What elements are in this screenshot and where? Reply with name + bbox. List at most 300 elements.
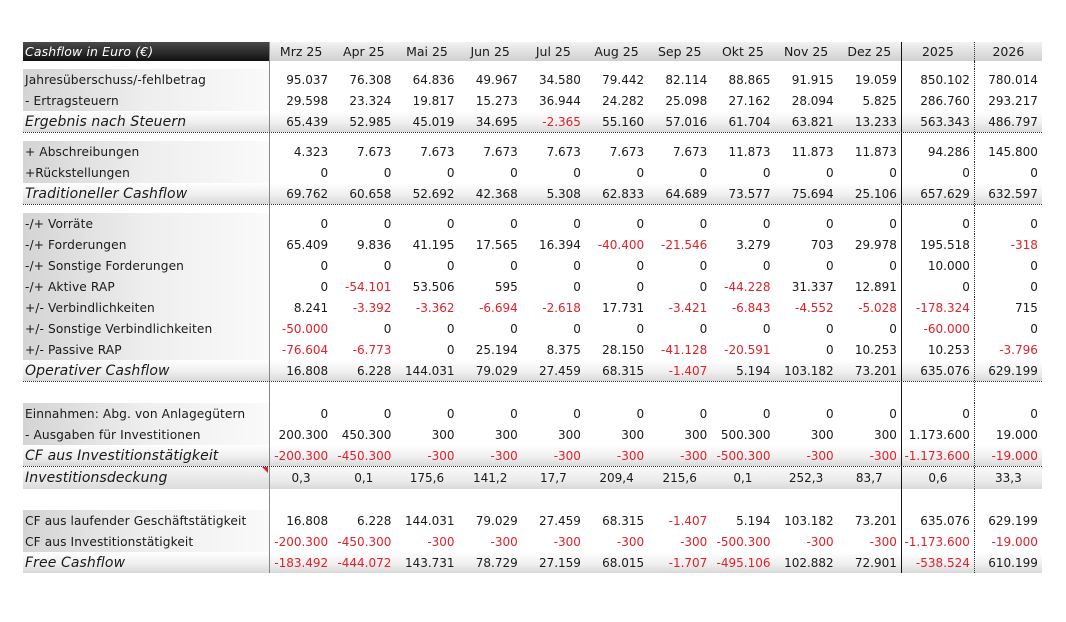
table-cell[interactable]: -19.000	[974, 445, 1042, 466]
table-cell[interactable]: 635.076	[901, 360, 974, 381]
table-cell[interactable]: 52.692	[412, 186, 455, 201]
table-cell[interactable]: 0,6	[901, 467, 974, 489]
table-cell[interactable]: 300	[621, 427, 645, 442]
table-cell[interactable]: 8.241	[269, 297, 332, 318]
table-cell[interactable]: -6.773	[352, 342, 392, 357]
table-cell[interactable]: -178.324	[901, 297, 974, 318]
column-header[interactable]: Jun 25	[470, 44, 510, 59]
table-cell[interactable]	[459, 61, 522, 69]
table-cell[interactable]: 0	[269, 276, 332, 297]
table-cell[interactable]: 11.873	[791, 144, 834, 159]
table-cell[interactable]	[648, 205, 711, 213]
table-cell[interactable]: -3.392	[352, 300, 392, 315]
table-cell[interactable]: 0,1	[733, 471, 753, 485]
table-cell[interactable]: 41.195	[412, 237, 455, 252]
column-header[interactable]: Mrz 25	[269, 42, 332, 61]
table-cell[interactable]: -200.300	[269, 531, 332, 552]
row-label[interactable]: CF aus Investitionstätigkeit	[23, 445, 269, 466]
table-cell[interactable]: 0	[762, 406, 771, 421]
table-title[interactable]: Cashflow in Euro (€)	[23, 42, 269, 61]
table-cell[interactable]: 103.182	[784, 363, 834, 378]
table-cell[interactable]: 595	[494, 279, 518, 294]
table-cell[interactable]	[775, 133, 838, 141]
table-cell[interactable]: 0	[974, 255, 1042, 276]
table-cell[interactable]	[585, 133, 648, 141]
table-cell[interactable]	[585, 61, 648, 69]
table-cell[interactable]: 293.217	[974, 90, 1042, 111]
table-cell[interactable]: 64.836	[412, 72, 455, 87]
table-cell[interactable]: 300	[810, 427, 834, 442]
table-cell[interactable]: 610.199	[974, 552, 1042, 573]
table-cell[interactable]: 83,7	[855, 471, 883, 485]
table-cell[interactable]: 0	[762, 321, 771, 336]
row-label[interactable]: +Rückstellungen	[23, 162, 269, 183]
table-cell[interactable]	[838, 489, 901, 510]
table-cell[interactable]: -300	[869, 448, 897, 463]
table-cell[interactable]: -1.173.600	[901, 531, 974, 552]
table-cell[interactable]	[974, 205, 1042, 213]
table-cell[interactable]	[711, 382, 774, 403]
table-cell[interactable]	[459, 382, 522, 403]
table-cell[interactable]: 10.253	[901, 339, 974, 360]
table-cell[interactable]: 6.228	[357, 363, 392, 378]
table-cell[interactable]: 36.944	[538, 93, 581, 108]
table-cell[interactable]: 102.882	[784, 555, 834, 570]
table-cell[interactable]: 703	[810, 237, 834, 252]
table-cell[interactable]: 0	[269, 403, 332, 424]
table-cell[interactable]	[585, 489, 648, 510]
table-cell[interactable]: 300	[558, 427, 581, 442]
column-header[interactable]: Jul 25	[535, 44, 571, 59]
table-cell[interactable]: 141,2	[472, 471, 508, 485]
table-cell[interactable]: -5.028	[858, 300, 897, 315]
table-cell[interactable]: 0	[573, 216, 581, 231]
table-cell[interactable]: 0	[889, 321, 897, 336]
table-cell[interactable]: 635.076	[901, 510, 974, 531]
table-cell[interactable]	[648, 61, 711, 69]
table-cell[interactable]: 94.286	[901, 141, 974, 162]
table-cell[interactable]: 29.978	[854, 237, 897, 252]
table-cell[interactable]: 0	[901, 276, 974, 297]
table-cell[interactable]	[395, 133, 458, 141]
table-cell[interactable]: 11.873	[854, 144, 897, 159]
column-header[interactable]: Mai 25	[406, 44, 448, 59]
row-label[interactable]: -/+ Forderungen	[23, 234, 269, 255]
table-cell[interactable]: 73.201	[854, 363, 897, 378]
table-cell[interactable]: 16.394	[538, 237, 581, 252]
table-cell[interactable]: -538.524	[901, 552, 974, 573]
table-cell[interactable]: 0	[974, 403, 1042, 424]
table-cell[interactable]: -450.300	[337, 534, 392, 549]
table-cell[interactable]: 10.000	[901, 255, 974, 276]
table-cell[interactable]: -1.407	[668, 363, 708, 378]
table-cell[interactable]	[459, 133, 522, 141]
table-cell[interactable]: -4.552	[795, 300, 834, 315]
table-cell[interactable]: 0	[889, 216, 897, 231]
table-cell[interactable]: 0	[383, 321, 392, 336]
table-cell[interactable]	[901, 133, 974, 141]
row-label[interactable]: CF aus Investitionstätigkeit	[23, 531, 269, 552]
table-cell[interactable]	[459, 489, 522, 510]
table-cell[interactable]: 0	[974, 318, 1042, 339]
table-cell[interactable]: -1.407	[668, 513, 708, 528]
table-cell[interactable]	[838, 133, 901, 141]
table-cell[interactable]: -3.796	[974, 339, 1042, 360]
table-cell[interactable]: -2.618	[542, 300, 581, 315]
row-label[interactable]	[23, 61, 269, 69]
table-cell[interactable]: 300	[873, 427, 897, 442]
row-label[interactable]: +/- Sonstige Verbindlichkeiten	[23, 318, 269, 339]
column-header[interactable]: Apr 25	[343, 44, 385, 59]
table-cell[interactable]	[585, 382, 648, 403]
table-cell[interactable]: 0	[826, 165, 834, 180]
table-cell[interactable]	[332, 382, 395, 403]
table-cell[interactable]	[974, 61, 1042, 69]
table-cell[interactable]: 657.629	[901, 183, 974, 204]
table-cell[interactable]: 5.308	[546, 186, 581, 201]
table-cell[interactable]: -6.694	[479, 300, 518, 315]
table-cell[interactable]: 52.985	[349, 114, 392, 129]
table-cell[interactable]: 200.300	[269, 424, 332, 445]
table-cell[interactable]	[522, 61, 585, 69]
table-cell[interactable]: 65.409	[269, 234, 332, 255]
table-cell[interactable]: 0	[573, 258, 581, 273]
table-cell[interactable]: 4.323	[269, 141, 332, 162]
table-cell[interactable]	[395, 489, 458, 510]
row-label[interactable]: - Ausgaben für Investitionen	[23, 424, 269, 445]
table-cell[interactable]: 0	[889, 258, 897, 273]
table-cell[interactable]: 7.673	[672, 144, 708, 159]
table-cell[interactable]: 45.019	[412, 114, 455, 129]
table-cell[interactable]	[522, 133, 585, 141]
table-cell[interactable]: 563.343	[901, 111, 974, 132]
table-cell[interactable]: 0	[699, 279, 708, 294]
table-cell[interactable]: 0	[699, 165, 708, 180]
table-cell[interactable]	[269, 61, 332, 69]
column-header[interactable]: Dez 25	[847, 44, 892, 59]
table-cell[interactable]: 91.915	[791, 72, 834, 87]
row-label[interactable]	[23, 133, 269, 141]
table-cell[interactable]: 145.800	[974, 141, 1042, 162]
table-cell[interactable]	[901, 382, 974, 403]
table-cell[interactable]: 7.673	[609, 144, 645, 159]
table-cell[interactable]: 144.031	[404, 363, 455, 378]
table-cell[interactable]: 0	[383, 165, 392, 180]
table-cell[interactable]: -3.421	[668, 300, 708, 315]
table-cell[interactable]: -44.228	[724, 279, 771, 294]
table-cell[interactable]: 27.159	[538, 555, 581, 570]
table-cell[interactable]: 31.337	[791, 279, 834, 294]
table-cell[interactable]: 7.673	[546, 144, 581, 159]
table-cell[interactable]: -444.072	[337, 555, 392, 570]
table-cell[interactable]: 5.194	[736, 513, 771, 528]
table-cell[interactable]: 629.199	[974, 510, 1042, 531]
row-label[interactable]	[23, 489, 269, 510]
table-cell[interactable]: 65.439	[269, 111, 332, 132]
table-cell[interactable]: 79.029	[475, 363, 518, 378]
table-cell[interactable]: -20.591	[724, 342, 771, 357]
table-cell[interactable]: 27.459	[538, 363, 581, 378]
table-cell[interactable]: 73.201	[854, 513, 897, 528]
row-label[interactable]: CF aus laufender Geschäftstätigkeit	[23, 510, 269, 531]
table-cell[interactable]: 0	[269, 255, 332, 276]
table-cell[interactable]: 68.315	[602, 513, 645, 528]
row-label[interactable]: Einnahmen: Abg. von Anlagegütern	[23, 403, 269, 424]
row-label[interactable]: -/+ Sonstige Forderungen	[23, 255, 269, 276]
column-header[interactable]: Sep 25	[657, 44, 702, 59]
table-cell[interactable]: 629.199	[974, 360, 1042, 381]
table-cell[interactable]	[775, 382, 838, 403]
table-cell[interactable]: 11.873	[728, 144, 771, 159]
table-cell[interactable]: 34.695	[475, 114, 518, 129]
table-cell[interactable]: 0	[636, 279, 645, 294]
table-cell[interactable]: 0	[446, 216, 455, 231]
table-cell[interactable]: -300	[490, 534, 518, 549]
table-cell[interactable]: 0	[446, 342, 455, 357]
table-cell[interactable]: 63.821	[791, 114, 834, 129]
table-cell[interactable]: 49.967	[475, 72, 518, 87]
table-cell[interactable]: 0	[699, 406, 708, 421]
table-cell[interactable]: -300	[806, 448, 834, 463]
row-label[interactable]: -/+ Aktive RAP	[23, 276, 269, 297]
table-cell[interactable]: 0	[901, 162, 974, 183]
column-header[interactable]: Aug 25	[594, 44, 639, 59]
table-cell[interactable]: 28.094	[791, 93, 834, 108]
table-cell[interactable]: 0	[573, 406, 581, 421]
table-cell[interactable]: 19.817	[412, 93, 455, 108]
table-cell[interactable]: 0	[974, 213, 1042, 234]
table-cell[interactable]	[395, 61, 458, 69]
table-cell[interactable]: 0	[826, 216, 834, 231]
table-cell[interactable]: 0	[889, 406, 897, 421]
table-cell[interactable]: 79.442	[602, 72, 645, 87]
table-cell[interactable]: -60.000	[901, 318, 974, 339]
table-cell[interactable]: 0	[269, 162, 332, 183]
table-cell[interactable]: -300	[553, 448, 581, 463]
table-cell[interactable]: 0	[762, 216, 771, 231]
table-cell[interactable]: -19.000	[974, 531, 1042, 552]
table-cell[interactable]	[648, 133, 711, 141]
table-cell[interactable]: 0	[383, 258, 392, 273]
table-cell[interactable]: 0	[446, 406, 455, 421]
table-cell[interactable]: -1.173.600	[901, 445, 974, 466]
table-cell[interactable]: 0	[383, 406, 392, 421]
table-cell[interactable]: 103.182	[784, 513, 834, 528]
table-cell[interactable]: 0	[636, 406, 645, 421]
table-cell[interactable]: -300	[490, 448, 518, 463]
table-cell[interactable]	[775, 489, 838, 510]
table-cell[interactable]	[711, 61, 774, 69]
table-cell[interactable]: -41.128	[660, 342, 708, 357]
table-cell[interactable]	[901, 489, 974, 510]
table-cell[interactable]	[901, 205, 974, 213]
table-cell[interactable]: 715	[974, 297, 1042, 318]
table-cell[interactable]	[269, 133, 332, 141]
table-cell[interactable]: 195.518	[901, 234, 974, 255]
table-cell[interactable]: 27.162	[728, 93, 771, 108]
table-cell[interactable]: 3.279	[736, 237, 771, 252]
table-cell[interactable]: -40.400	[597, 237, 645, 252]
table-cell[interactable]: -300	[616, 448, 645, 463]
table-cell[interactable]: -76.604	[269, 339, 332, 360]
table-cell[interactable]: 0	[699, 321, 708, 336]
table-cell[interactable]: 0	[269, 213, 332, 234]
table-cell[interactable]	[269, 489, 332, 510]
table-cell[interactable]: -300	[680, 534, 708, 549]
table-cell[interactable]: 19.000	[974, 424, 1042, 445]
table-cell[interactable]: 17.565	[475, 237, 518, 252]
table-cell[interactable]: 0	[510, 216, 518, 231]
table-cell[interactable]: 33,3	[974, 467, 1042, 489]
table-cell[interactable]: 0	[636, 216, 645, 231]
table-cell[interactable]: 68.015	[602, 555, 645, 570]
row-label[interactable]: - Ertragsteuern	[23, 90, 269, 111]
table-cell[interactable]: 7.673	[357, 144, 392, 159]
table-cell[interactable]: -450.300	[337, 448, 392, 463]
table-cell[interactable]: 82.114	[665, 72, 708, 87]
table-cell[interactable]: 850.102	[901, 69, 974, 90]
table-cell[interactable]	[269, 382, 332, 403]
row-label[interactable]: +/- Passive RAP	[23, 339, 269, 360]
table-cell[interactable]	[711, 205, 774, 213]
table-cell[interactable]: 16.808	[269, 360, 332, 381]
table-cell[interactable]: 0	[636, 165, 645, 180]
table-cell[interactable]: 23.324	[349, 93, 392, 108]
comment-indicator-icon[interactable]	[262, 467, 268, 473]
table-cell[interactable]: -6.843	[731, 300, 771, 315]
table-cell[interactable]: 0	[826, 342, 834, 357]
table-cell[interactable]: 300	[494, 427, 518, 442]
table-cell[interactable]: 24.282	[602, 93, 645, 108]
table-cell[interactable]: -1.707	[668, 555, 708, 570]
table-cell[interactable]: 60.658	[349, 186, 392, 201]
table-cell[interactable]: 209,4	[599, 471, 634, 485]
table-cell[interactable]: 64.689	[665, 186, 708, 201]
table-cell[interactable]: -300	[427, 534, 455, 549]
table-cell[interactable]: 88.865	[728, 72, 771, 87]
table-cell[interactable]: 1.173.600	[901, 424, 974, 445]
table-cell[interactable]: -200.300	[269, 445, 332, 466]
table-cell[interactable]: 780.014	[974, 69, 1042, 90]
table-cell[interactable]: 13.233	[854, 114, 897, 129]
table-cell[interactable]: 0	[573, 321, 581, 336]
table-cell[interactable]: 486.797	[974, 111, 1042, 132]
row-label[interactable]: Jahresüberschuss/-fehlbetrag	[23, 69, 269, 90]
table-cell[interactable]	[775, 61, 838, 69]
table-cell[interactable]: 215,6	[662, 471, 697, 485]
table-cell[interactable]: 27.459	[538, 513, 581, 528]
table-cell[interactable]: 300	[431, 427, 455, 442]
table-cell[interactable]: 61.704	[728, 114, 771, 129]
table-cell[interactable]	[648, 382, 711, 403]
table-cell[interactable]	[522, 205, 585, 213]
table-cell[interactable]: 55.160	[602, 114, 645, 129]
table-cell[interactable]	[585, 205, 648, 213]
table-cell[interactable]: -2.365	[542, 114, 581, 129]
column-header[interactable]: Nov 25	[783, 44, 829, 59]
table-cell[interactable]: 0	[510, 406, 518, 421]
table-cell[interactable]: 286.760	[901, 90, 974, 111]
table-cell[interactable]: 16.808	[269, 510, 332, 531]
table-cell[interactable]: 25.098	[665, 93, 708, 108]
table-cell[interactable]: 0	[446, 165, 455, 180]
table-cell[interactable]: -50.000	[269, 318, 332, 339]
table-cell[interactable]: 252,3	[788, 471, 824, 485]
table-cell[interactable]: -500.300	[716, 534, 771, 549]
table-cell[interactable]: -21.546	[660, 237, 708, 252]
table-cell[interactable]: 17,7	[539, 471, 567, 485]
table-cell[interactable]: 0	[762, 165, 771, 180]
table-cell[interactable]	[974, 489, 1042, 510]
table-cell[interactable]: 34.580	[538, 72, 581, 87]
table-cell[interactable]: -300	[806, 534, 834, 549]
table-cell[interactable]: 17.731	[602, 300, 645, 315]
table-cell[interactable]: 0	[699, 216, 708, 231]
table-cell[interactable]: 68.315	[602, 363, 645, 378]
table-cell[interactable]	[901, 61, 974, 69]
table-cell[interactable]: -300	[680, 448, 708, 463]
table-cell[interactable]: 0	[901, 213, 974, 234]
table-cell[interactable]: -300	[869, 534, 897, 549]
table-cell[interactable]: 9.836	[357, 237, 392, 252]
table-cell[interactable]	[522, 382, 585, 403]
table-cell[interactable]: 0	[826, 321, 834, 336]
table-cell[interactable]	[838, 61, 901, 69]
table-cell[interactable]: 632.597	[974, 183, 1042, 204]
table-cell[interactable]: 0	[826, 406, 834, 421]
table-cell[interactable]: 25.106	[854, 186, 897, 201]
table-cell[interactable]: 12.891	[854, 279, 897, 294]
table-cell[interactable]: 79.029	[475, 513, 518, 528]
table-cell[interactable]: 0	[510, 258, 518, 273]
row-label[interactable]: Traditioneller Cashflow	[23, 183, 269, 204]
row-label[interactable]: Investitionsdeckung	[23, 467, 269, 489]
column-header[interactable]: 2025	[901, 42, 974, 61]
column-header[interactable]: Okt 25	[721, 44, 764, 59]
table-cell[interactable]: 29.598	[269, 90, 332, 111]
table-cell[interactable]: 500.300	[720, 427, 771, 442]
table-cell[interactable]: 62.833	[602, 186, 645, 201]
table-cell[interactable]: 15.273	[475, 93, 518, 108]
table-cell[interactable]	[775, 205, 838, 213]
table-cell[interactable]: 25.194	[475, 342, 518, 357]
table-cell[interactable]: 300	[684, 427, 708, 442]
table-cell[interactable]: 0,1	[354, 471, 374, 485]
table-cell[interactable]: 6.228	[357, 513, 392, 528]
table-cell[interactable]: 0	[636, 321, 645, 336]
table-cell[interactable]	[838, 205, 901, 213]
table-cell[interactable]	[395, 205, 458, 213]
table-cell[interactable]	[332, 133, 395, 141]
table-cell[interactable]: 0	[762, 258, 771, 273]
table-cell[interactable]	[332, 489, 395, 510]
table-cell[interactable]: 28.150	[602, 342, 645, 357]
table-cell[interactable]: 5.194	[736, 363, 771, 378]
table-cell[interactable]: 53.506	[412, 279, 455, 294]
row-label[interactable]	[23, 205, 269, 213]
table-cell[interactable]	[332, 61, 395, 69]
table-cell[interactable]: -300	[553, 534, 581, 549]
table-cell[interactable]: -54.101	[345, 279, 392, 294]
table-cell[interactable]: 0	[889, 165, 897, 180]
table-cell[interactable]: 7.673	[420, 144, 455, 159]
table-cell[interactable]: 19.059	[854, 72, 897, 87]
table-cell[interactable]: 69.762	[269, 183, 332, 204]
table-cell[interactable]: 72.901	[854, 555, 897, 570]
row-label[interactable]: Free Cashflow	[23, 552, 269, 573]
table-cell[interactable]: 175,6	[409, 471, 445, 485]
table-cell[interactable]: 0	[699, 258, 708, 273]
